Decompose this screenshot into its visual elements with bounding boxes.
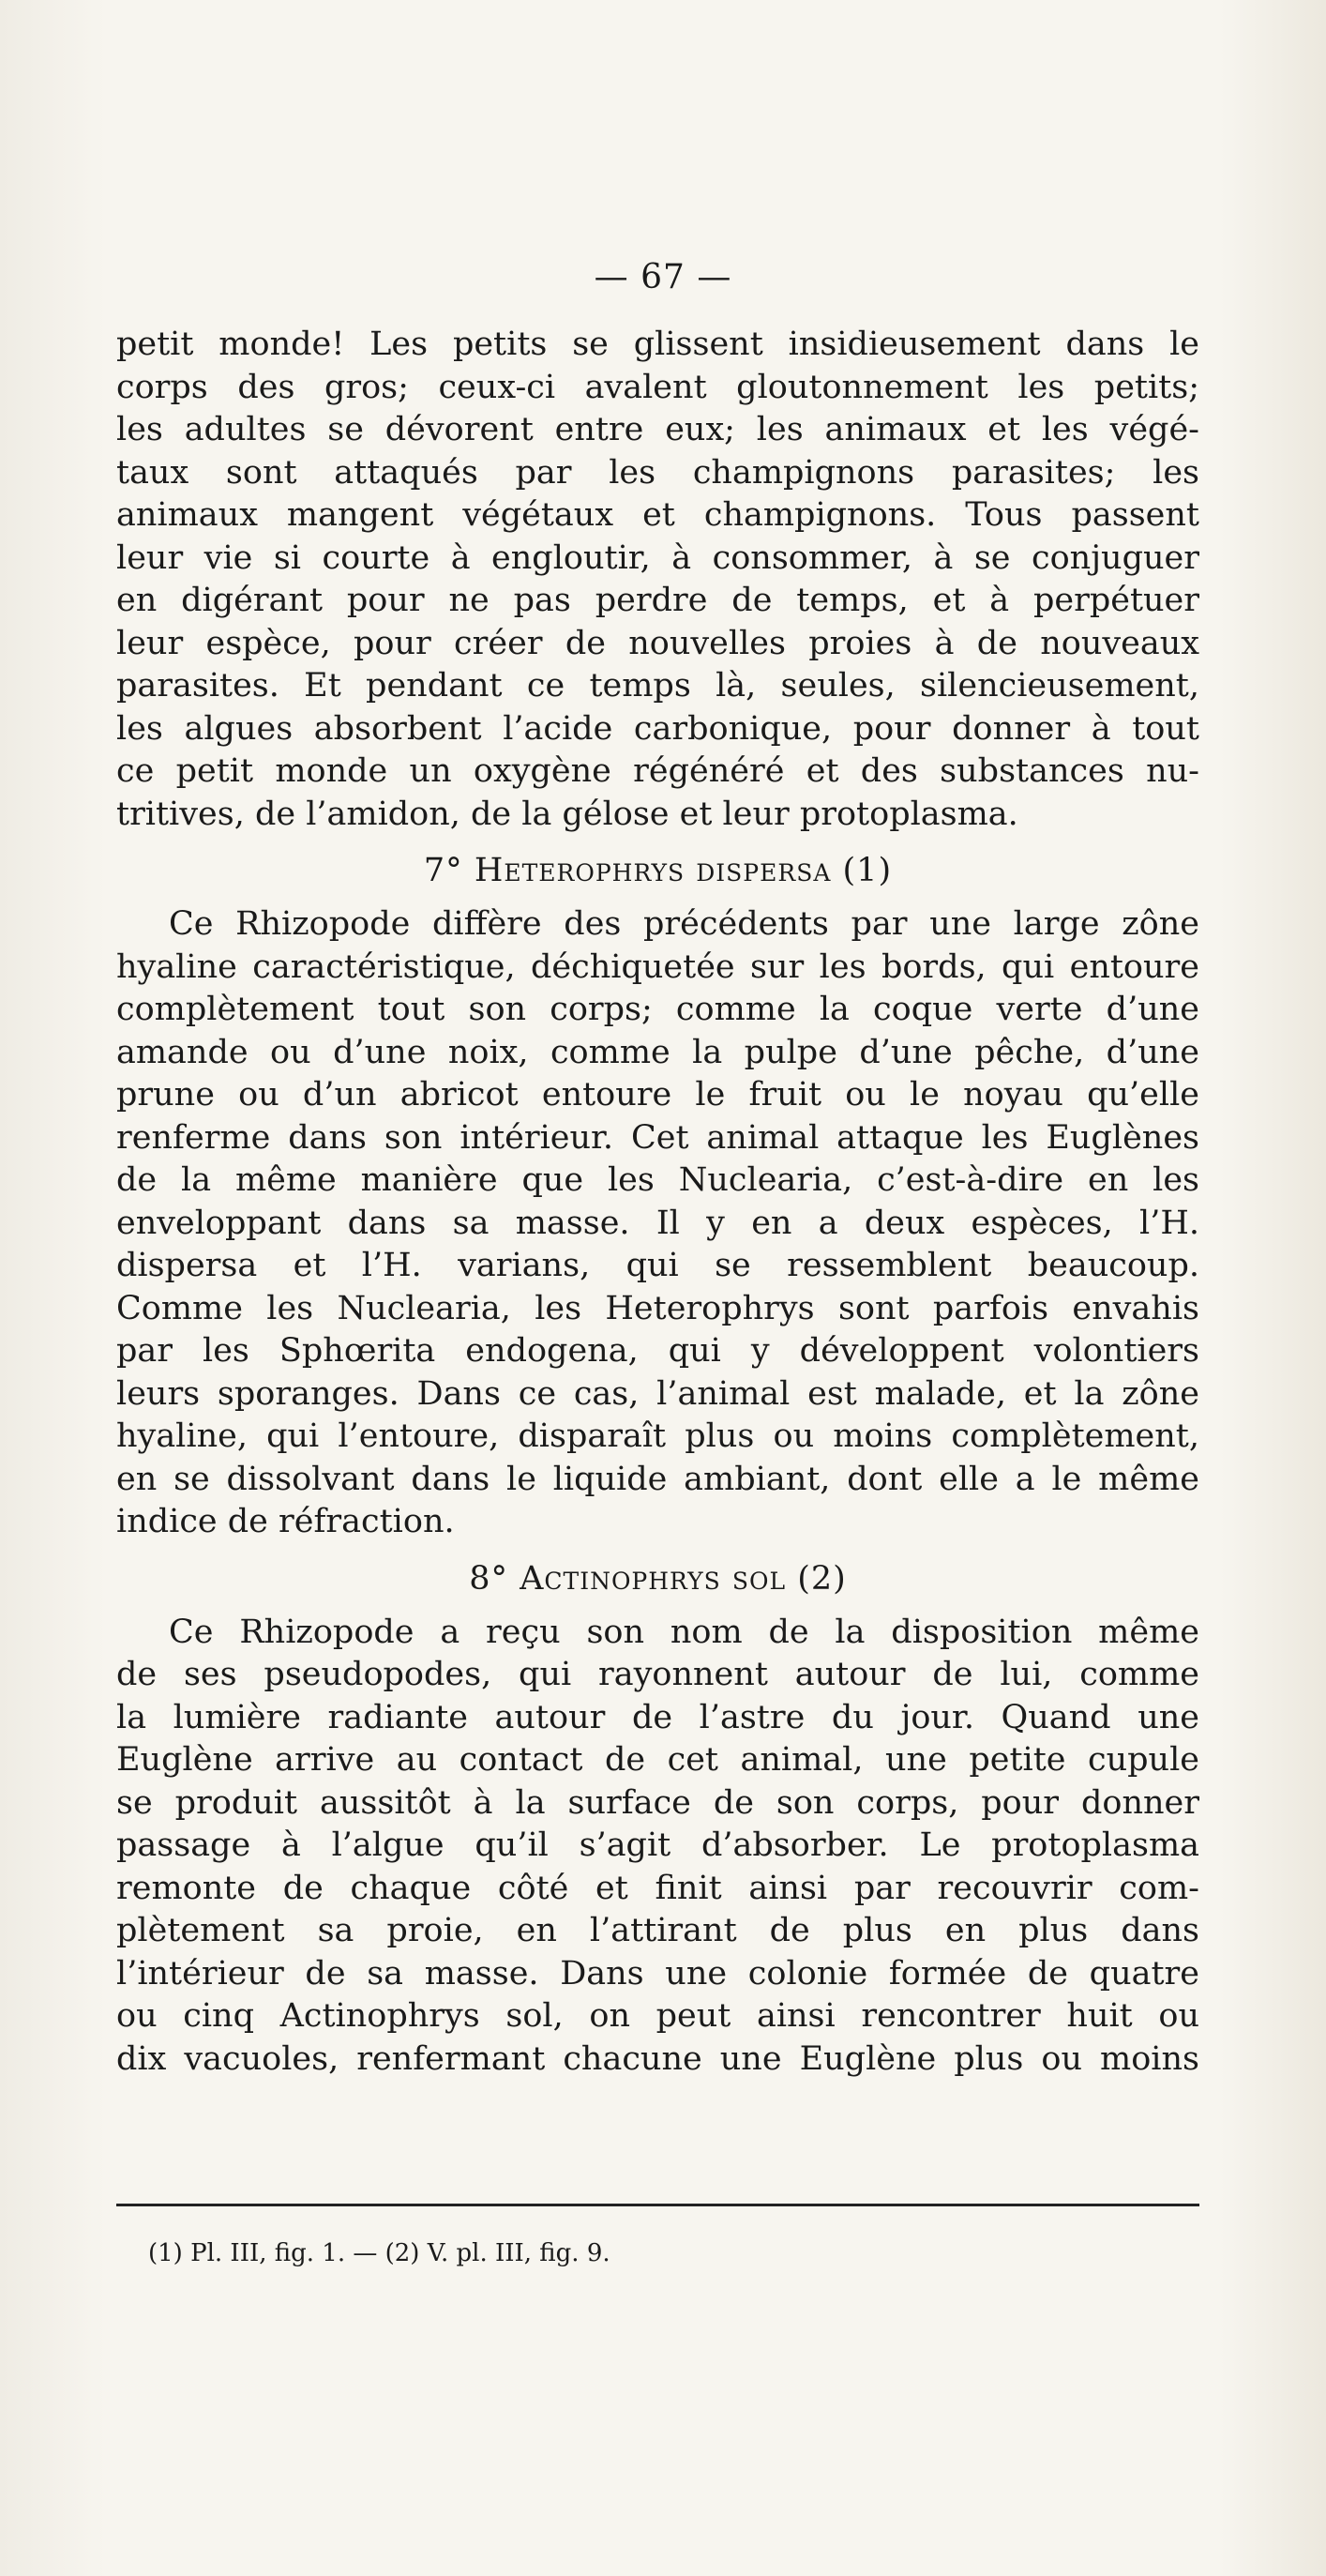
text-line: parasites. Et pendant ce temps là, seules, silencieusement,: [116, 667, 1199, 705]
text-line: les adultes se dévorent entre eux; les animaux et les végé-: [116, 411, 1199, 448]
page-body: [116, 324, 1199, 2081]
footnote: (1) Pl. III, fig. 1. — (2) V. pl. III, fig. 9.: [148, 2239, 610, 2267]
text-line: amande ou d’une noix, comme la pulpe d’une pêche, d’une: [116, 1033, 1199, 1071]
text-line: indice de réfraction.: [116, 1503, 455, 1540]
text-line: dispersa et l’H. varians, qui se ressemblent beaucoup.: [116, 1247, 1199, 1284]
text-line: tritives, de l’amidon, de la gélose et leur protoplasma.: [116, 795, 1018, 833]
text-line: dix vacuoles, renfermant chacune une Euglène plus ou moins: [116, 2039, 1199, 2078]
text-line: petit monde! Les petits se glissent insidieusement dans le: [116, 326, 1199, 363]
section-title: Heterophrys dispersa: [474, 852, 832, 889]
paragraph-1: [116, 324, 1199, 836]
text-line: passage à l’algue qu’il s’agit d’absorber. Le protoplasma: [116, 1826, 1199, 1864]
text-line: en digérant pour ne pas perdre de temps, et à perpétuer: [116, 582, 1199, 619]
section-heading-actinophrys: [116, 1550, 1199, 1608]
text-line: prune ou d’un abricot entoure le fruit ou le noyau qu’elle: [116, 1076, 1199, 1114]
text-line: plètement sa proie, en l’attirant de plus en plus dans: [116, 1912, 1199, 1949]
footnote-rule: [116, 2204, 1199, 2206]
text-line: leurs sporanges. Dans ce cas, l’animal est malade, et la zône: [116, 1374, 1199, 1413]
text-line: de la même manière que les Nuclearia, c’est-à-dire en les: [116, 1161, 1199, 1199]
text-line: Comme les Nuclearia, les Heterophrys sont parfois envahis: [116, 1289, 1199, 1327]
paragraph-actinophrys: [116, 1612, 1199, 2082]
section-title: Actinophrys sol: [520, 1559, 787, 1598]
section-heading-heterophrys: [116, 841, 1199, 900]
text-line: leur espèce, pour créer de nouvelles proies à de nouveaux: [116, 624, 1199, 662]
section-number: 8°: [469, 1559, 508, 1598]
text-line: leur vie si courte à engloutir, à consommer, à se conjuguer: [116, 538, 1199, 577]
text-line: remonte de chaque côté et finit ainsi par recouvrir com-: [116, 1869, 1199, 1907]
text-line: complètement tout son corps; comme la coque verte d’une: [116, 991, 1199, 1028]
text-line: ou cinq Actinophrys sol, on peut ainsi rencontrer huit ou: [116, 1997, 1199, 2035]
section-number: 7°: [423, 852, 463, 889]
text-line: se produit aussitôt à la surface de son corps, pour donner: [116, 1783, 1199, 1822]
text-line: en se dissolvant dans le liquide ambiant, dont elle a le même: [116, 1460, 1199, 1498]
text-line: la lumière radiante autour de l’astre du jour. Quand une: [116, 1698, 1199, 1736]
text-line: l’intérieur de sa masse. Dans une colonie formée de quatre: [116, 1954, 1199, 1993]
text-line: taux sont attaqués par les champignons parasites; les: [116, 453, 1199, 492]
text-line: renferme dans son intérieur. Cet animal attaque les Euglènes: [116, 1118, 1199, 1157]
page-number: — 67 —: [594, 258, 732, 296]
text-line: hyaline, qui l’entoure, disparaît plus ou moins complètement,: [116, 1417, 1199, 1455]
text-line: Ce Rhizopode a reçu son nom de la disposition même: [169, 1613, 1199, 1651]
footnote-reference: (2): [797, 1559, 847, 1598]
text-line: ce petit monde un oxygène régénéré et des substances nu-: [116, 752, 1199, 790]
text-line: les algues absorbent l’acide carbonique, pour donner à tout: [116, 709, 1199, 748]
footnote-reference: (1): [842, 852, 893, 889]
text-line: enveloppant dans sa masse. Il y en a deux espèces, l’H.: [116, 1204, 1199, 1242]
text-line: corps des gros; ceux-ci avalent gloutonnement les petits;: [116, 368, 1199, 406]
text-line: par les Sphœrita endogena, qui y développent volontiers: [116, 1332, 1199, 1370]
text-line: animaux mangent végétaux et champignons. Tous passent: [116, 496, 1199, 534]
text-line: Euglène arrive au contact de cet animal, une petite cupule: [116, 1741, 1199, 1779]
paragraph-heterophrys: [116, 903, 1199, 1544]
text-line: hyaline caractéristique, déchiquetée sur les bords, qui entoure: [116, 947, 1199, 986]
text-line: Ce Rhizopode diffère des précédents par une large zône: [169, 905, 1199, 943]
text-line: de ses pseudopodes, qui rayonnent autour de lui, comme: [116, 1656, 1199, 1693]
